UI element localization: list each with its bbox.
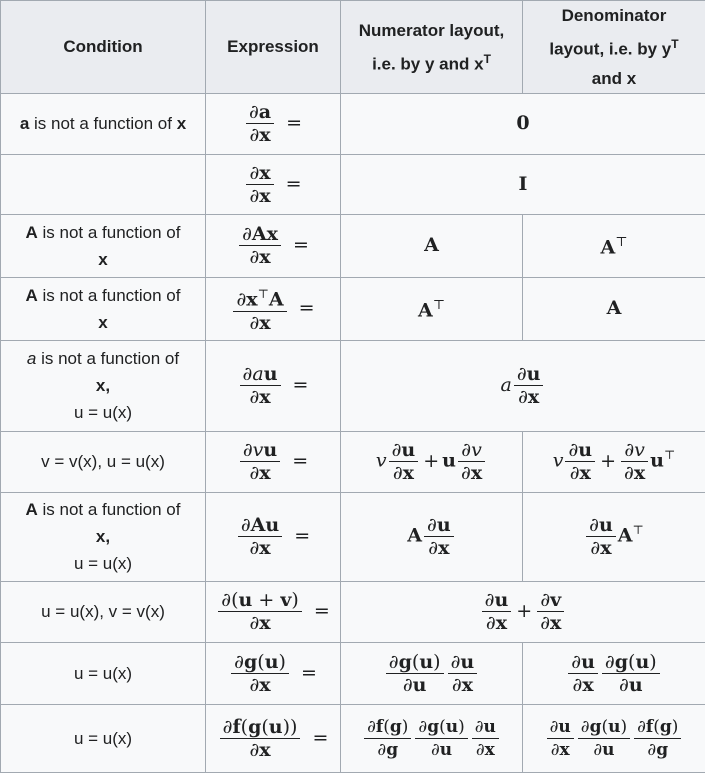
expression-cell: $\frac{\partial Ax}{\partial x}$ =: [206, 214, 341, 277]
expression-cell: $\frac{\partial g(u)}{\partial x}$ =: [206, 642, 341, 704]
table-row: [1, 277, 705, 340]
table-row: [1, 704, 705, 772]
header-numerator-layout: Numerator layout, i.e. by y and $x^T$: [341, 1, 523, 94]
numerator-cell: A $\frac{\partial u}{\partial x}$: [341, 492, 523, 581]
numerator-cell: A: [341, 214, 523, 277]
condition-cell: u = u(x), v = v(x): [1, 581, 206, 642]
denominator-cell: A: [523, 277, 705, 340]
condition-cell: v = v(x), u = u(x): [1, 431, 206, 492]
condition-cell: u = u(x): [1, 642, 206, 704]
table-row: [1, 431, 705, 492]
numerator-cell: $\frac{\partial f(g)}{\partial g}$ $\frac{\partial g(u)}{\partial u}$ $\frac{\partial u}{\partial x}$: [341, 704, 523, 772]
table-row: [1, 581, 705, 642]
expression-cell: $\frac{\partial x}{\partial x}$ =: [206, 154, 341, 214]
result-cell: $\frac{\partial u}{\partial x}$ + $\frac{\partial v}{\partial x}$: [341, 581, 705, 642]
result-cell: 0: [341, 93, 705, 154]
table-row: [1, 492, 705, 581]
result-cell: I: [341, 154, 705, 214]
numerator-cell: A⊤: [341, 277, 523, 340]
table-row: [1, 340, 705, 431]
condition-cell: u = u(x): [1, 704, 206, 772]
expression-cell: $\frac{\partial x^⊤A}{\partial x}$ =: [206, 277, 341, 340]
denominator-cell: A⊤: [523, 214, 705, 277]
condition-cell: A is not a function of x: [1, 214, 206, 277]
header-row: [1, 1, 705, 94]
expression-cell: $\frac{\partial vu}{\partial x}$ =: [206, 431, 341, 492]
condition-cell: a is not a function of x, u = u(x): [1, 340, 206, 431]
table-row: [1, 154, 705, 214]
denominator-cell: $\frac{\partial u}{\partial x}$ A⊤: [523, 492, 705, 581]
expression-cell: $\frac{\partial a}{\partial x}$ =: [206, 93, 341, 154]
condition-cell: [1, 154, 206, 214]
expression-cell: $\frac{\partial f(g(u))}{\partial x}$ =: [206, 704, 341, 772]
expression-cell: $\frac{\partial au}{\partial x}$ =: [206, 340, 341, 431]
header-denominator-layout: Denominator layout, i.e. by $y^T$ and x: [523, 1, 705, 94]
denominator-cell: $\frac{\partial u}{\partial x}$ $\frac{\partial g(u)}{\partial u}$ $\frac{\partial f(g)}{\partial g}$: [523, 704, 705, 772]
header-condition: Condition: [1, 1, 206, 94]
expression-cell: $\frac{\partial Au}{\partial x}$ =: [206, 492, 341, 581]
condition-cell: a is not a function of x: [1, 93, 206, 154]
condition-cell: A is not a function of x, u = u(x): [1, 492, 206, 581]
table-row: [1, 214, 705, 277]
denominator-cell: $\frac{\partial u}{\partial x}$ $\frac{\partial g(u)}{\partial u}$: [523, 642, 705, 704]
denominator-cell: v $\frac{\partial u}{\partial x}$ + $\frac{\partial v}{\partial x}$ u⊤: [523, 431, 705, 492]
numerator-cell: $\frac{\partial g(u)}{\partial u}$ $\frac{\partial u}{\partial x}$: [341, 642, 523, 704]
expression-cell: $\frac{\partial(u + v)}{\partial x}$ =: [206, 581, 341, 642]
header-expression: Expression: [206, 1, 341, 94]
condition-cell: A is not a function of x: [1, 277, 206, 340]
numerator-cell: v $\frac{\partial u}{\partial x}$ + u $\frac{\partial v}{\partial x}$: [341, 431, 523, 492]
table-row: [1, 93, 705, 154]
result-cell: a $\frac{\partial u}{\partial x}$: [341, 340, 705, 431]
table-row: [1, 642, 705, 704]
